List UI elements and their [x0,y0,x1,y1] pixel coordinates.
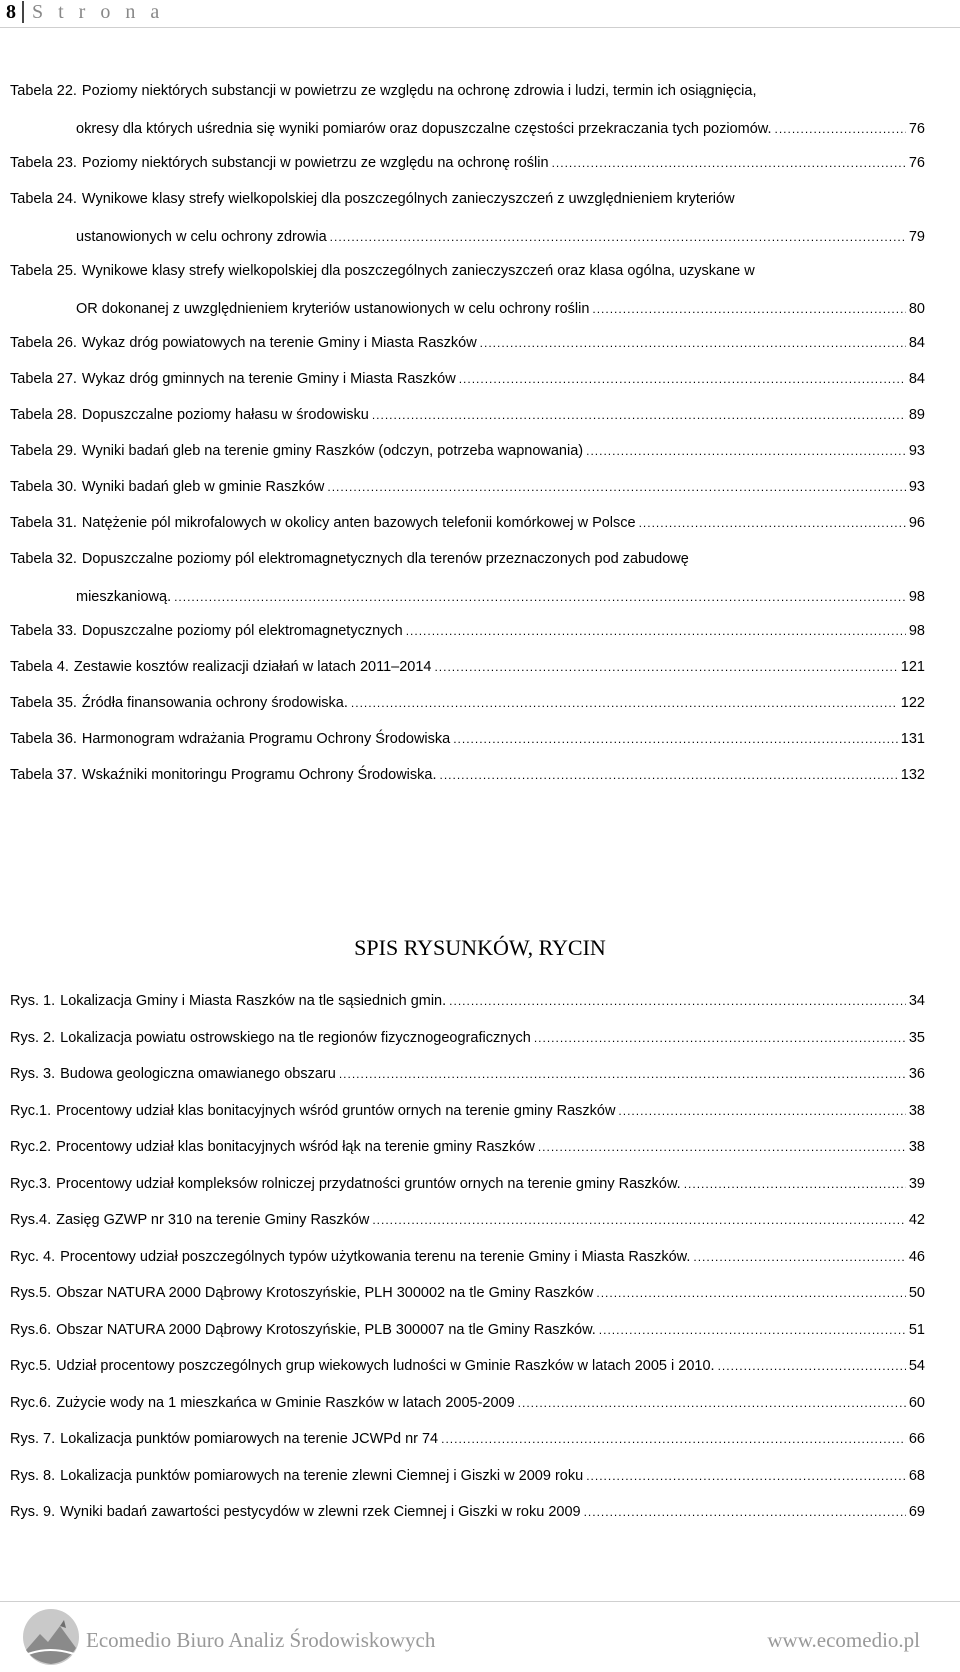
toc-line [10,144,925,182]
toc-line [10,756,925,794]
toc-line [10,290,925,328]
entry-title: mieszkaniową. [76,589,172,605]
entry-prefix: Ryc.5. [10,1358,52,1374]
entry-title: Poziomy niektórych substancji w powietrzu ze względu na ochronę zdrowia i ludzi, termin ich osiągnięcia, [81,83,757,99]
entry-title: Obszar NATURA 2000 Dąbrowy Krotoszyńskie, PLH 300002 na tle Gminy Raszków [56,1285,594,1301]
toc-line [10,218,925,256]
toc-line [10,396,925,434]
figure-entry[interactable] [10,1055,925,1093]
entry-title: Poziomy niektórych substancji w powietrzu ze względu na ochronę roślin [81,155,549,171]
entry-prefix: Tabela 26. [10,335,77,351]
entry-title: okresy dla których uśrednia się wyniki pomiarów oraz dopuszczalne częstości przekraczania tych poziomów. [76,121,772,137]
page-label: S t r o n a [32,0,165,23]
section-title: SPIS RYSUNKÓW, RYCIN [354,935,606,960]
page-ref[interactable]: 96 [908,515,925,531]
page-ref[interactable]: 121 [900,659,925,675]
page-ref[interactable]: 98 [908,623,925,639]
table-entry[interactable] [10,252,925,328]
dot-leader [449,993,906,1009]
figure-entry[interactable] [10,1493,925,1531]
table-entry[interactable] [10,396,925,434]
dot-leader [599,1322,906,1338]
entry-prefix: Tabela 31. [10,515,77,531]
dot-leader [718,1358,906,1374]
page-ref[interactable]: 50 [908,1285,925,1301]
figure-entry[interactable] [10,1347,925,1385]
dot-leader [775,121,906,137]
table-entry[interactable] [10,468,925,506]
dot-leader [596,1285,906,1301]
dot-leader [351,695,898,711]
entry-prefix: Tabela 29. [10,443,77,459]
toc-line [10,72,925,110]
entry-prefix: Ryc.3. [10,1175,52,1192]
toc-line [10,578,925,616]
toc-line [10,1128,925,1166]
table-entry[interactable] [10,612,925,650]
header-rule [0,27,960,28]
toc-line [10,1384,925,1422]
figure-entry[interactable] [10,1019,925,1057]
figure-entry[interactable] [10,1165,925,1203]
entry-prefix: Tabela 22. [10,83,77,99]
toc-line [10,1274,925,1312]
dot-leader [552,155,906,171]
page-ref[interactable]: 46 [908,1248,925,1265]
entry-prefix: Rys. 8. [10,1467,56,1484]
entry-prefix: Ryc.1. [10,1102,52,1119]
figure-entry[interactable] [10,1420,925,1458]
entry-title: Zestawie kosztów realizacji działań w latach 2011–2014 [73,659,432,675]
dot-leader [684,1176,906,1192]
entry-title: Procentowy udział klas bonitacyjnych wśród gruntów ornych na terenie gminy Raszków [56,1102,616,1119]
dot-leader [330,229,906,245]
toc-line [10,468,925,506]
table-entry[interactable] [10,72,925,148]
toc-line [10,360,925,398]
page-ref[interactable]: 42 [908,1212,925,1228]
entry-prefix: Tabela 28. [10,407,77,423]
entry-title: Wykaz dróg gminnych na terenie Gminy i Miasta Raszków [81,371,456,387]
figure-entry[interactable] [10,1457,925,1495]
table-entry[interactable] [10,324,925,362]
table-entry[interactable] [10,684,925,722]
entry-prefix: Ryc.2. [10,1139,52,1155]
toc-line [10,1347,925,1385]
page-ref[interactable]: 93 [908,443,925,459]
toc-line [10,110,925,148]
toc-line [10,982,925,1020]
toc-line [10,540,925,578]
toc-line [10,1457,925,1495]
entry-title: Wynikowe klasy strefy wielkopolskiej dla poszczególnych zanieczyszczeń oraz klasa ogólna, uzyskane w [81,263,755,279]
page-ref[interactable]: 122 [900,695,925,711]
entry-title: Źródła finansowania ochrony środowiska. [81,695,348,711]
entry-title: Obszar NATURA 2000 Dąbrowy Krotoszyńskie, PLB 300007 na tle Gminy Raszków. [56,1321,596,1338]
page-ref[interactable]: 35 [908,1029,925,1046]
footer-company: Ecomedio Biuro Analiz Środowiskowych [86,1628,436,1652]
toc-line [10,252,925,290]
page-number: 8 [6,1,24,23]
entry-title: OR dokonanej z uwzględnieniem kryteriów ustanowionych w celu ochrony roślin [76,301,590,317]
dot-leader [480,335,906,351]
entry-title: Procentowy udział kompleksów rolniczej przydatności gruntów ornych na terenie gminy Raszków. [56,1175,681,1192]
entry-prefix: Rys. 2. [10,1029,56,1046]
page-ref[interactable]: 38 [908,1102,925,1119]
entry-title: Lokalizacja punktów pomiarowych na terenie JCWPd nr 74 [60,1431,439,1447]
entry-prefix: Tabela 35. [10,695,77,711]
entry-title: ustanowionych w celu ochrony zdrowia [76,229,327,245]
entry-title: Budowa geologiczna omawianego obszaru [60,1066,336,1082]
entry-title: Wyniki badań zawartości pestycydów w zlewni rzek Ciemnej i Giszki w roku 2009 [60,1504,581,1520]
entry-prefix: Rys.6. [10,1321,52,1338]
dot-leader [441,1431,906,1447]
figure-entry[interactable] [10,1274,925,1312]
entry-title: Dopuszczalne poziomy pól elektromagnetycznych dla terenów przeznaczonych pod zabudowę [81,551,689,567]
page-ref[interactable]: 34 [908,993,925,1009]
toc-line [10,1165,925,1203]
entry-title: Dopuszczalne poziomy pól elektromagnetycznych [81,623,403,639]
toc-line [10,1420,925,1458]
dot-leader [618,1103,905,1119]
page-header [6,0,164,24]
toc-line [10,432,925,470]
entry-prefix: Ryc.6. [10,1394,52,1411]
entry-prefix: Tabela 33. [10,623,77,639]
page-ref[interactable]: 36 [908,1066,925,1082]
entry-prefix: Rys. 3. [10,1066,56,1082]
page-ref[interactable]: 89 [908,407,925,423]
entry-title: Zużycie wody na 1 mieszkańca w Gminie Raszków w latach 2005-2009 [56,1394,515,1411]
entry-title: Lokalizacja punktów pomiarowych na terenie zlewni Ciemnej i Giszki w 2009 roku [60,1467,584,1484]
page-ref[interactable]: 84 [908,371,925,387]
entry-title: Dopuszczalne poziomy hałasu w środowisku [81,407,369,423]
toc-line [10,612,925,650]
entry-prefix: Tabela 30. [10,479,77,495]
page-ref[interactable]: 68 [908,1467,925,1484]
table-entry[interactable] [10,360,925,398]
table-entry[interactable] [10,144,925,182]
page-ref[interactable]: 60 [908,1394,925,1411]
table-entry[interactable] [10,756,925,794]
entry-prefix: Rys. 7. [10,1431,56,1447]
figure-entry[interactable] [10,982,925,1020]
figure-entry[interactable] [10,1201,925,1239]
figure-entry[interactable] [10,1384,925,1422]
entry-title: Wykaz dróg powiatowych na terenie Gminy i Miasta Raszków [81,335,477,351]
entry-prefix: Tabela 32. [10,551,77,567]
toc-line [10,1201,925,1239]
entry-prefix: Tabela 4. [10,659,69,675]
entry-title: Wyniki badań gleb w gminie Raszków [81,479,325,495]
page-ref[interactable]: 51 [908,1321,925,1338]
table-entry[interactable] [10,720,925,758]
table-entry[interactable] [10,180,925,256]
page-ref[interactable]: 79 [908,229,925,245]
toc-line [10,324,925,362]
entry-title: Harmonogram wdrażania Programu Ochrony Środowiska [81,731,451,747]
toc-line [10,1493,925,1531]
page-ref[interactable]: 131 [900,731,925,747]
dot-leader [459,371,906,387]
dot-leader [339,1066,906,1082]
dot-leader [327,479,905,495]
ecomedio-logo-icon [20,1606,82,1668]
entry-prefix: Tabela 36. [10,731,77,747]
page-footer [0,1604,960,1672]
page-ref[interactable]: 93 [908,479,925,495]
entry-title: Natężenie pól mikrofalowych w okolicy anten bazowych telefonii komórkowej w Polsce [81,515,636,531]
page-ref[interactable]: 54 [908,1358,925,1374]
dot-leader [538,1139,906,1155]
page-ref[interactable]: 38 [908,1139,925,1155]
table-entry[interactable] [10,504,925,542]
entry-title: Lokalizacja Gminy i Miasta Raszków na tle sąsiednich gmin. [60,993,447,1009]
entry-title: Procentowy udział poszczególnych typów użytkowania terenu na terenie Gminy i Miasta Raszków. [60,1248,691,1265]
toc-line [10,1311,925,1349]
table-entry[interactable] [10,432,925,470]
dot-leader [372,407,906,423]
dot-leader [434,659,897,675]
dot-leader [584,1504,906,1520]
entry-prefix: Tabela 37. [10,767,77,783]
figure-entry[interactable] [10,1311,925,1349]
page-ref[interactable]: 69 [908,1504,925,1520]
entry-title: Zasięg GZWP nr 310 na terenie Gminy Raszków [56,1212,370,1228]
dot-leader [372,1212,906,1228]
page-ref[interactable]: 84 [908,335,925,351]
entry-prefix: Rys. 9. [10,1504,56,1520]
toc-line [10,720,925,758]
entry-prefix: Tabela 27. [10,371,77,387]
dot-leader [639,515,906,531]
dot-leader [440,767,898,783]
dot-leader [518,1395,906,1411]
dot-leader [586,443,906,459]
page-ref[interactable]: 39 [908,1175,925,1192]
entry-prefix: Rys.4. [10,1212,52,1228]
entry-title: Procentowy udział klas bonitacyjnych wśród łąk na terenie gminy Raszków [56,1139,535,1155]
toc-line [10,180,925,218]
page-ref[interactable]: 132 [900,767,925,783]
page-ref[interactable]: 66 [908,1431,925,1447]
entry-title: Lokalizacja powiatu ostrowskiego na tle regionów fizycznogeograficznych [60,1029,531,1046]
toc-line [10,684,925,722]
table-entry[interactable] [10,540,925,616]
footer-url: www.ecomedio.pl [767,1628,920,1652]
toc-line [10,1238,925,1276]
dot-leader [693,1249,905,1265]
figure-entry[interactable] [10,1128,925,1166]
page-ref[interactable]: 80 [908,301,925,317]
entry-title: Wynikowe klasy strefy wielkopolskiej dla poszczególnych zanieczyszczeń z uwzględnieniem kryteriów [81,191,735,207]
page-ref[interactable]: 98 [908,589,925,605]
dot-leader [534,1030,906,1046]
page-ref[interactable]: 76 [908,121,925,137]
footer-rule [0,1601,960,1602]
figure-entry[interactable] [10,1092,925,1130]
entry-prefix: Tabela 24. [10,191,77,207]
entry-title: Wyniki badań gleb na terenie gminy Raszków (odczyn, potrzeba wapnowania) [81,443,584,459]
entry-prefix: Tabela 25. [10,263,77,279]
toc-line [10,1055,925,1093]
entry-prefix: Rys. 1. [10,993,56,1009]
entry-title: Udział procentowy poszczególnych grup wiekowych ludności w Gminie Raszków w latach 2005 i 2010. [56,1358,715,1374]
dot-leader [453,731,898,747]
figure-entry[interactable] [10,1238,925,1276]
table-entry[interactable] [10,648,925,686]
toc-line [10,1019,925,1057]
entry-prefix: Ryc. 4. [10,1248,56,1265]
dot-leader [174,589,906,605]
entry-title: Wskaźniki monitoringu Programu Ochrony Środowiska. [81,767,437,783]
dot-leader [586,1468,906,1484]
toc-line [10,648,925,686]
entry-prefix: Tabela 23. [10,155,77,171]
page-ref[interactable]: 76 [908,155,925,171]
dot-leader [592,301,905,317]
entry-prefix: Rys.5. [10,1285,52,1301]
dot-leader [406,623,906,639]
toc-line [10,504,925,542]
toc-line [10,1092,925,1130]
